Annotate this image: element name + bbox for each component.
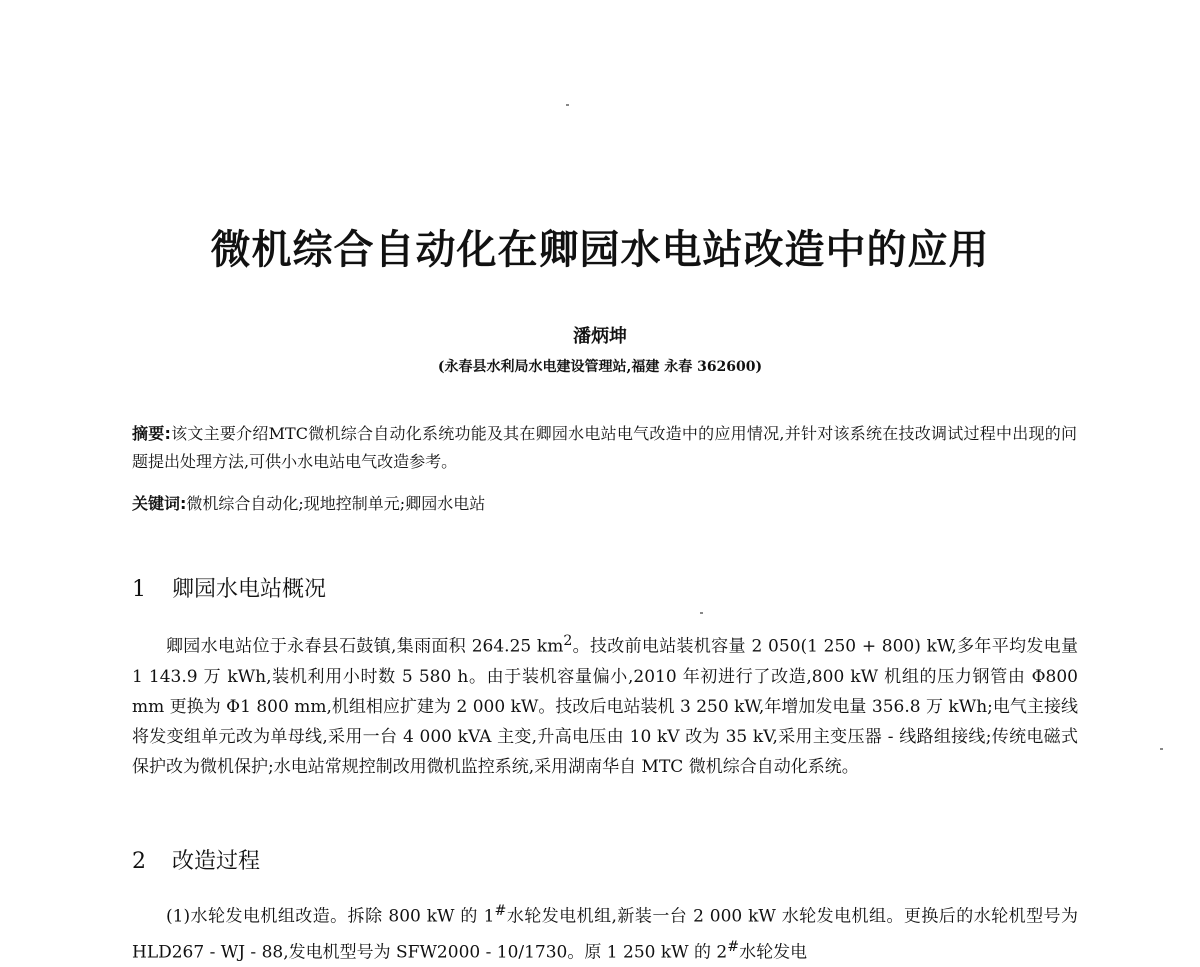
section-2-superscript-b: #: [727, 938, 740, 955]
keywords-text: 微机综合自动化;现地控制单元;卿园水电站: [186, 494, 486, 513]
abstract-text: 该文主要介绍MTC微机综合自动化系统功能及其在卿园水电站电气改造中的应用情况,并针对该系统在技改调试过程中出现的问题提出处理方法,可供小水电站电气改造参考。: [132, 424, 1077, 471]
section-2-superscript-a: #: [494, 903, 507, 919]
scan-speck: [566, 104, 569, 106]
author-name: 潘炳坤: [573, 326, 627, 347]
section-2-heading: [132, 844, 260, 875]
scan-speck: [700, 612, 703, 614]
abstract-label: 摘要:: [132, 424, 171, 443]
section-2-title: 改造过程: [172, 849, 261, 874]
keywords-label: 关键词:: [132, 494, 187, 513]
section-2-paragraph: [132, 896, 1078, 967]
section-1-heading: [132, 572, 326, 603]
section-1-superscript: 2: [563, 633, 573, 649]
section-2-text-a: (1)水轮发电机组改造。拆除 800 kW 的 1: [166, 906, 495, 927]
section-1-number: 1: [132, 577, 146, 602]
scan-speck: [1160, 748, 1163, 750]
section-1-text-a: 卿园水电站位于永春县石鼓镇,集雨面积 264.25 km: [166, 636, 564, 657]
keywords: [132, 490, 1077, 518]
section-1-paragraph: [132, 626, 1078, 782]
section-2-text-b: 水轮发电机组,新装一台 2 000 kW 水轮发电机组。更换后的水轮机型号为 HLD267 - WJ - 88,发电机型号为 SFW2000 - 10/1730。原 1 250 kW 的 2: [132, 906, 1078, 963]
paper-title: 微机综合自动化在卿园水电站改造中的应用: [210, 227, 990, 273]
section-2-number: 2: [132, 849, 146, 874]
author-affiliation: (永春县水利局水电建设管理站,福建 永春 362600): [437, 359, 763, 375]
abstract: [132, 420, 1077, 476]
section-1-title: 卿园水电站概况: [172, 577, 327, 602]
section-1-text-b: 。技改前电站装机容量 2 050(1 250 + 800) kW,多年平均发电量 1 143.9 万 kWh,装机利用小时数 5 580 h。由于装机容量偏小,2010 年初进行了改造,800 kW 机组的压力钢管由 Φ800 mm 更换为 Φ1 800 mm,机组相应扩建为 2 000 kW。技改后电站装机 3 250 kW,年增加发电量 356.8 万 kWh;电气主接线将发变组单元改为单母线,采用一台 4 000 kVA 主变,升高电压由 10 kV 改为 35 kV,采用主变压器 - 线路组接线;传统电磁式保护改为微机保护;水电站常规控制改用微机监控系统,采用湖南华自 MTC 微机综合自动化系统。: [132, 636, 1078, 777]
section-2-text-c: 水轮发电: [739, 942, 808, 963]
